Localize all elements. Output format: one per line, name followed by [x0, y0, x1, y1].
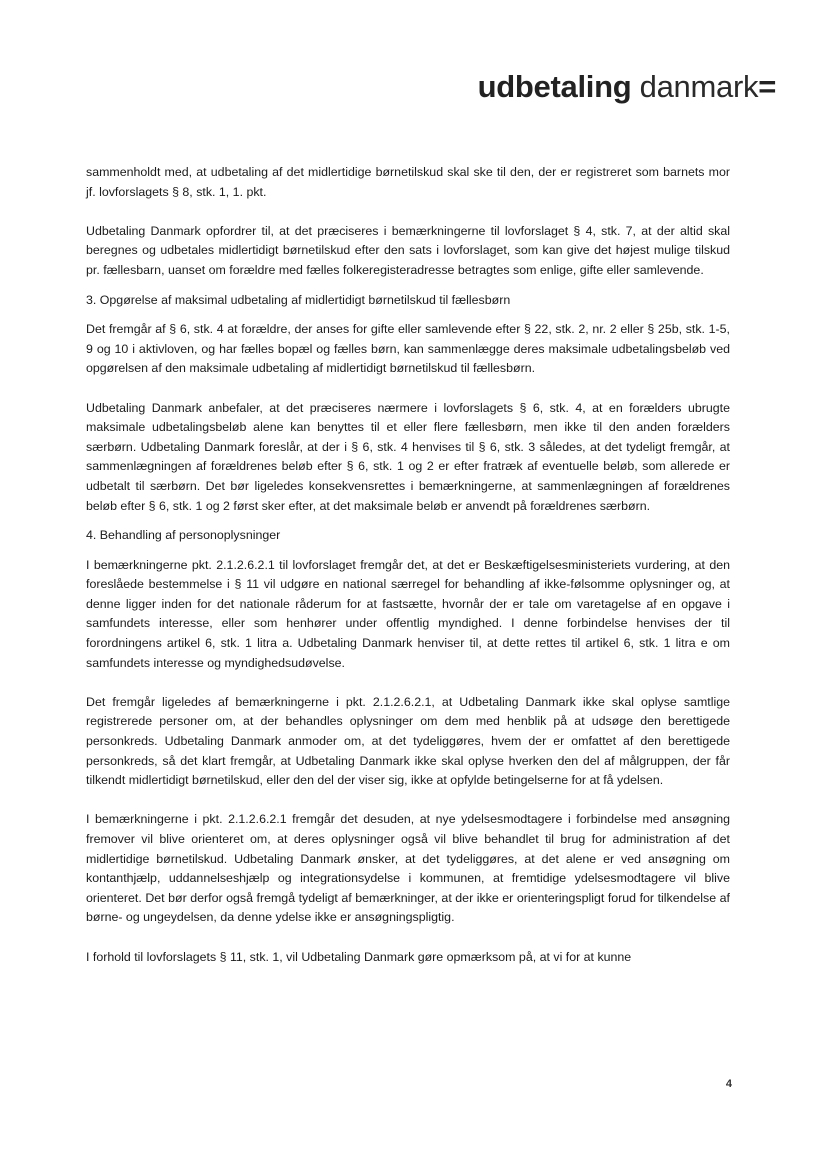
paragraph-7: I bemærkningerne i pkt. 2.1.2.6.2.1 fremgår det desuden, at nye ydelsesmodtagere i forbindelse med ansøgning fremover vil blive orienteret om, at deres oplysninger også vil blive behandlet til brug for administration af det midlertidige børnetilskud. Udbetaling Danmark ønsker, at det tydeliggøres, at det alene er ved ansøgning om kontanthjælp, uddannelseshjælp og integrationsydelse i kommunen, at fremtidige ydelsesmodtagere vil blive orienteret. Det bør derfor også fremgå tydeligt af bemærkninger, at der ikke er orienteringspligt forud for tilkendelse af børne- og ungeydelsen, da denne ydelse ikke er ansøgningspligtig.: [86, 812, 730, 925]
paragraph-4: Udbetaling Danmark anbefaler, at det præciseres nærmere i lovforslagets § 6, stk. 4, at en forælders ubrugte maksimale udbetalingsbeløb alene kan benyttes til et eller flere fællesbørn, men ikke til den anden forælders særbørn. Udbetaling Danmark foreslår, at der i § 6, stk. 4 henvises til § 6, stk. 3 således, at det tydeligt fremgår, at sammenlægningen af forældrenes beløb efter § 6, stk. 1 og 2 er efter fratræk af eventuelle beløb, som allerede er udbetalt til særbørn. Det bør ligeledes konsekvensrettes i bemærkningerne, at sammenlægningen af forældrenes beløb efter § 6, stk. 1 og 2 først sker efter, at det maksimale beløb er anvendt på forældrenes særbørn.: [86, 400, 730, 513]
paragraph-8: I forhold til lovforslagets § 11, stk. 1, vil Udbetaling Danmark gøre opmærksom på, at vi for at kunne: [86, 949, 632, 964]
logo-bold-text: udbetaling: [477, 69, 632, 104]
logo-equals-mark: =: [758, 69, 776, 104]
paragraph-1: sammenholdt med, at udbetaling af det midlertidige børnetilskud skal ske til den, der er registreret som barnets mor jf. lovforslagets § 8, stk. 1, 1. pkt.: [86, 165, 730, 199]
logo-light-text: danmark: [639, 69, 759, 104]
paragraph-6: Det fremgår ligeledes af bemærkningerne i pkt. 2.1.2.6.2.1, at Udbetaling Danmark ikke skal oplyse samtlige registrerede personer om, at der behandles oplysninger om dem med henblik på at udsøge den berettigede personkreds. Udbetaling Danmark anmoder om, at det tydeliggøres, hvem der er omfattet af den berettigede personkreds, så det klart fremgår, at Udbetaling Danmark ikke skal oplyse hverken den del af målgruppen, der får tilkendt midlertidigt børnetilskud, eller den del der viser sig, ikke at opfylde betingelserne for at få ydelsen.: [86, 694, 730, 788]
paragraph-2: Udbetaling Danmark opfordrer til, at det præciseres i bemærkningerne til lovforslaget § 4, stk. 7, at der altid skal beregnes og udbetales midlertidigt børnetilskud efter den sats i lovforslaget, som kan give det højest mulige tilskud pr. fællesbarn, uanset om forældre med fælles folkeregisteradresse betragtes som enlige, gifte eller samlevende.: [86, 223, 730, 277]
document-body: [86, 163, 730, 967]
page-number: 4: [725, 1078, 732, 1090]
paragraph-5: I bemærkningerne pkt. 2.1.2.6.2.1 til lovforslaget fremgår det, at det er Beskæftigelsesministeriets vurdering, at den foreslåede bestemmelse i § 11 vil udgøre en national særregel for behandling af ikke-følsomme oplysninger og, at denne ligger inden for det nationale råderum for at fastsætte, hvornår der er tale om varetagelse af en opgave i samfundets interesse, eller som henhører under offentlig myndighed. I denne forbindelse henvises der til forordningens artikel 6, stk. 1 litra a. Udbetaling Danmark henviser til, at dette rettes til artikel 6, stk. 1 litra e om samfundets interesse og myndighedsudøvelse.: [86, 557, 730, 670]
paragraph-3: Det fremgår af § 6, stk. 4 at forældre, der anses for gifte eller samlevende efter § 22, stk. 2, nr. 2 eller § 25b, stk. 1-5, 9 og 10 i aktivloven, og har fælles bopæl og fælles børn, kan sammenlægge deres maksimale udbetalingsbeløb ved opgørelsen af den maksimale udbetaling af midlertidigt børnetilskud til fællesbørn.: [86, 322, 730, 376]
section-heading-4: 4. Behandling af personoplysninger: [86, 528, 281, 543]
section-heading-3: 3. Opgørelse af maksimal udbetaling af midlertidigt børnetilskud til fællesbørn: [86, 292, 511, 307]
udbetaling-danmark-logo: [478, 67, 776, 107]
